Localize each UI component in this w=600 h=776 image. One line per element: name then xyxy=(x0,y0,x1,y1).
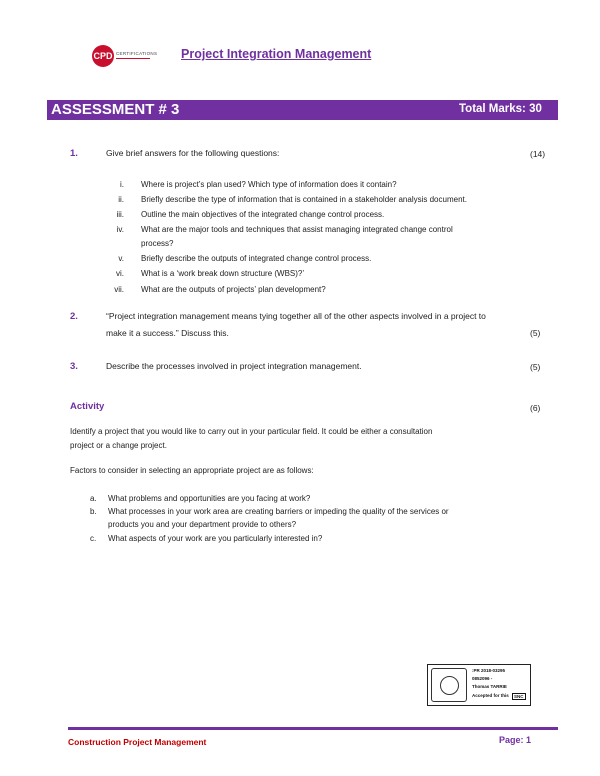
question-2-text-continued: make it a success.” Discuss this. xyxy=(106,328,229,338)
factor-text-continued: products you and your department provide to others? xyxy=(108,520,297,529)
activity-marks: (6) xyxy=(530,403,541,413)
stamp-line: Accepted for this xyxy=(472,693,509,698)
subitem-numeral: vi. xyxy=(116,269,124,278)
factor-letter: b. xyxy=(90,507,97,516)
factor-letter: c. xyxy=(90,534,97,543)
activity-intro: Identify a project that you would like to carry out in your particular field. It could be either a consultation xyxy=(70,427,433,436)
stamp-line: Thomas TARRIE xyxy=(472,684,507,689)
subitem-text: Briefly describe the outputs of integrated change control process. xyxy=(141,254,372,263)
question-3-number: 3. xyxy=(70,361,78,372)
question-3-text: Describe the processes involved in project integration management. xyxy=(106,361,362,371)
total-marks: Total Marks: 30 xyxy=(459,103,542,115)
subitem-numeral: iv. xyxy=(116,225,124,234)
subitem-text: Briefly describe the type of information that is contained in a stakeholder analysis document. xyxy=(141,195,467,204)
company-logo xyxy=(92,45,156,67)
stamp-line: 0852096 - xyxy=(472,676,493,681)
page-number: Page: 1 xyxy=(499,735,532,745)
stamp-line: :PR 2018-03295 xyxy=(472,668,506,673)
question-2-marks: (5) xyxy=(530,328,541,338)
factor-text: What processes in your work area are creating barriers or impeding the quality of the services or xyxy=(108,507,449,516)
subitem-numeral: vii. xyxy=(114,285,124,294)
logo-text: CERTIFICATIONS xyxy=(116,51,158,56)
question-2-text: “Project integration management means tying together all of the other aspects involved in a project to xyxy=(106,311,486,321)
activity-intro-continued: project or a change project. xyxy=(70,441,167,450)
subitem-text: What are the outputs of projects’ plan development? xyxy=(141,285,326,294)
logo-mark: CPD xyxy=(92,45,114,67)
subitem-text: What is a ‘work break down structure (WBS)?’ xyxy=(141,269,305,278)
question-1-number: 1. xyxy=(70,148,78,159)
subitem-text: Where is project’s plan used? Which type of information does it contain? xyxy=(141,180,397,189)
subitem-numeral: ii. xyxy=(118,195,124,204)
question-3-marks: (5) xyxy=(530,362,541,372)
document-title: Project Integration Management xyxy=(181,47,372,61)
question-1-text: Give brief answers for the following questions: xyxy=(106,148,280,158)
subitem-text: What are the major tools and techniques that assist managing integrated change control xyxy=(141,225,453,234)
assessment-title: ASSESSMENT # 3 xyxy=(51,101,180,118)
logo-underline xyxy=(116,58,150,59)
factors-intro: Factors to consider in selecting an appropriate project are as follows: xyxy=(70,466,314,475)
subitem-numeral: iii. xyxy=(116,210,124,219)
question-1-marks: (14) xyxy=(530,149,546,159)
official-stamp xyxy=(427,664,531,706)
stamp-badge: SNC xyxy=(514,694,524,699)
footer-course-name: Construction Project Management xyxy=(68,737,207,747)
stamp-emblem-icon xyxy=(431,668,467,702)
activity-heading: Activity xyxy=(70,401,105,412)
factor-letter: a. xyxy=(90,494,97,503)
subitem-text-continued: process? xyxy=(141,239,174,248)
subitem-numeral: i. xyxy=(120,180,124,189)
subitem-numeral: v. xyxy=(118,254,124,263)
factor-text: What problems and opportunities are you facing at work? xyxy=(108,494,311,503)
footer-divider xyxy=(68,727,558,730)
factor-text: What aspects of your work are you particularly interested in? xyxy=(108,534,323,543)
subitem-text: Outline the main objectives of the integrated change control process. xyxy=(141,210,385,219)
question-2-number: 2. xyxy=(70,311,78,322)
